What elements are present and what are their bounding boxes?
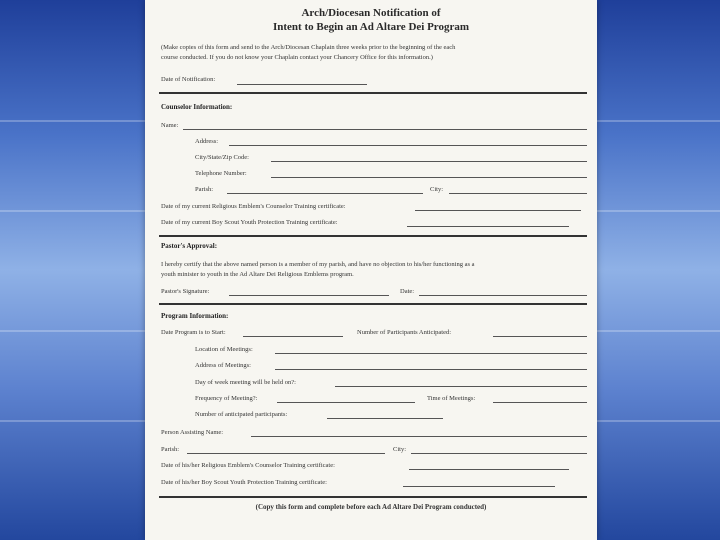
meeting-address-label: Address of Meetings: — [195, 362, 251, 369]
date-of-notification-label: Date of Notification: — [161, 76, 216, 83]
assisting-youth-protection-label: Date of his/her Boy Scout Youth Protection Training certificate: — [161, 479, 327, 486]
divider — [159, 496, 587, 498]
meeting-frequency-field[interactable] — [277, 402, 415, 403]
program-start-date-label: Date Program is to Start: — [161, 329, 226, 336]
intro-line1: (Make copies of this form and send to the Arch/Diocesan Chaplain three weeks prior to the beginning of the each — [161, 44, 456, 51]
assisting-religious-emblems-label: Date of his/her Religious Emblem's Counselor Training certificate: — [161, 462, 335, 469]
person-assisting-field[interactable] — [251, 436, 587, 437]
counselor-parish-label: Parish: — [195, 186, 214, 193]
assisting-youth-protection-field[interactable] — [403, 486, 555, 487]
counselor-telephone-label: Telephone Number: — [195, 170, 247, 177]
counselor-city-state-zip-field[interactable] — [271, 161, 587, 162]
form-title-line1: Arch/Diocesan Notification of — [301, 7, 441, 19]
pastor-certify-line1: I hereby certify that the above named person is a member of my parish, and have no objection to his/her functioning as a — [161, 261, 475, 268]
divider — [159, 303, 587, 305]
form-footer-note: (Copy this form and complete before each Ad Altare Dei Program conducted) — [255, 503, 487, 511]
counselor-name-label: Name: — [161, 122, 179, 129]
program-start-date-field[interactable] — [243, 336, 343, 337]
counselor-city-state-zip-label: City/State/Zip Code: — [195, 154, 249, 161]
meeting-frequency-label: Frequency of Meeting?: — [195, 395, 258, 402]
divider — [159, 92, 587, 94]
pastor-heading: Pastor's Approval: — [161, 242, 218, 250]
counselor-heading: Counselor Information: — [161, 103, 233, 111]
assisting-city-label: City: — [393, 446, 407, 453]
counselor-religious-emblems-label: Date of my current Religious Emblem's Counselor Training certificate: — [161, 203, 346, 210]
meeting-day-label: Day of week meeting will be held on?: — [195, 379, 296, 386]
form-page — [145, 0, 597, 540]
counselor-youth-protection-field[interactable] — [407, 226, 569, 227]
program-heading: Program Information: — [161, 312, 229, 320]
assisting-religious-emblems-field[interactable] — [409, 469, 569, 470]
participants-number-label: Number of anticipated participants: — [195, 411, 288, 418]
counselor-youth-protection-label: Date of my current Boy Scout Youth Protection Training certificate: — [161, 219, 338, 226]
meeting-time-label: Time of Meetings: — [427, 395, 476, 402]
participants-number-field[interactable] — [327, 418, 443, 419]
pastor-date-label: Date: — [400, 288, 415, 295]
assisting-city-field[interactable] — [411, 453, 587, 454]
meeting-day-field[interactable] — [335, 386, 587, 387]
counselor-religious-emblems-field[interactable] — [415, 210, 581, 211]
counselor-address-label: Address: — [195, 138, 219, 145]
form-title-line2: Intent to Begin an Ad Altare Dei Program — [272, 21, 470, 33]
divider — [159, 235, 587, 237]
counselor-telephone-field[interactable] — [271, 177, 587, 178]
meeting-location-label: Location of Meetings: — [195, 346, 253, 353]
participants-anticipated-field[interactable] — [493, 336, 587, 337]
participants-anticipated-label: Number of Participants Anticipated: — [357, 329, 452, 336]
counselor-city-label: City: — [430, 186, 444, 193]
counselor-city-field[interactable] — [449, 193, 587, 194]
counselor-name-field[interactable] — [183, 129, 587, 130]
pastor-certify-line2: youth minister to youth in the Ad Altare Dei Religious Emblems program. — [161, 271, 354, 278]
meeting-location-field[interactable] — [275, 353, 587, 354]
meeting-time-field[interactable] — [493, 402, 587, 403]
intro-line2: course conducted. If you do not know your Chaplain contact your Chancery Office for this information.) — [161, 54, 433, 61]
meeting-address-field[interactable] — [275, 369, 587, 370]
counselor-parish-field[interactable] — [227, 193, 423, 194]
assisting-parish-field[interactable] — [187, 453, 385, 454]
pastor-signature-field[interactable] — [229, 295, 389, 296]
pastor-date-field[interactable] — [419, 295, 587, 296]
assisting-parish-label: Parish: — [161, 446, 180, 453]
person-assisting-label: Person Assisting Name: — [161, 429, 224, 436]
date-of-notification-field[interactable] — [237, 84, 367, 85]
pastor-signature-label: Pastor's Signature: — [161, 288, 210, 295]
counselor-address-field[interactable] — [229, 145, 587, 146]
